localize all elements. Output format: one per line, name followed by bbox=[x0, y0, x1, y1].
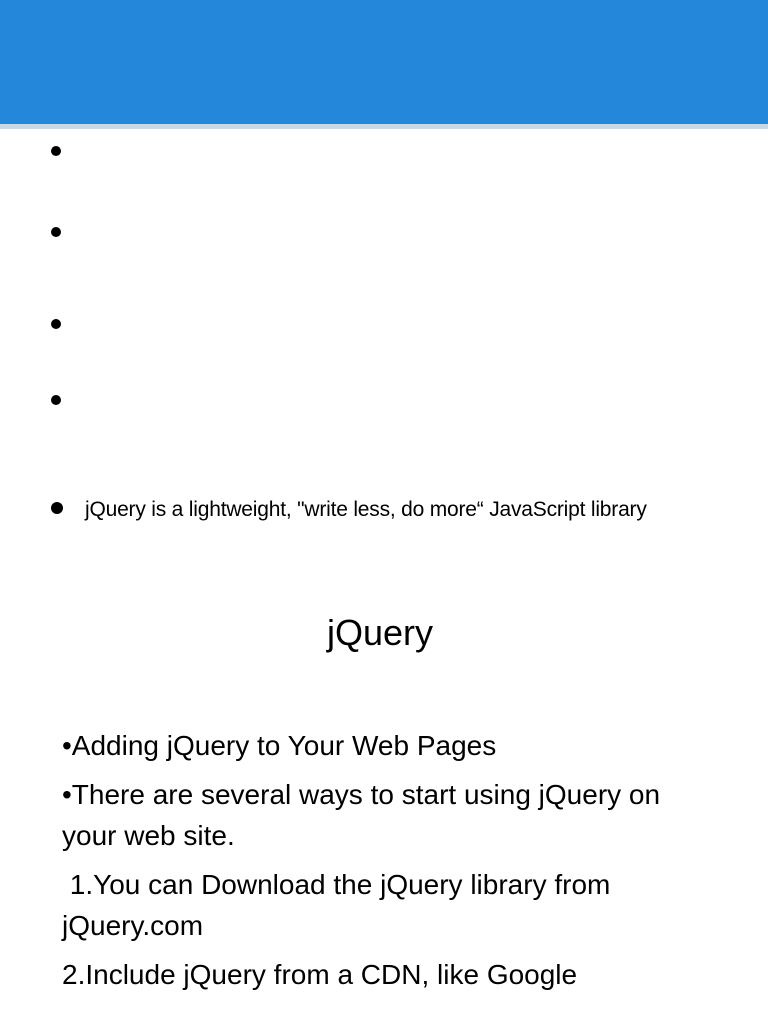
bullet-icon bbox=[51, 319, 61, 329]
slide-title: jQuery bbox=[326, 612, 434, 653]
list-item: 1.You can Download the jQuery library from jQuery.com bbox=[62, 869, 619, 941]
intro-text: jQuery is a lightweight, "write less, do more“ JavaScript library bbox=[85, 498, 647, 521]
bullet-icon bbox=[51, 146, 61, 156]
list-item: 2.Include jQuery from a CDN, like Google bbox=[62, 959, 578, 990]
header-divider bbox=[0, 124, 768, 129]
bullet-icon bbox=[51, 227, 61, 237]
bullet-icon bbox=[51, 502, 63, 514]
body-list bbox=[62, 725, 722, 1003]
header-bar bbox=[0, 0, 768, 124]
list-item: •Adding jQuery to Your Web Pages bbox=[62, 730, 497, 761]
bullet-icon bbox=[51, 395, 61, 405]
list-item: •There are several ways to start using jQuery on your web site. bbox=[62, 779, 661, 851]
